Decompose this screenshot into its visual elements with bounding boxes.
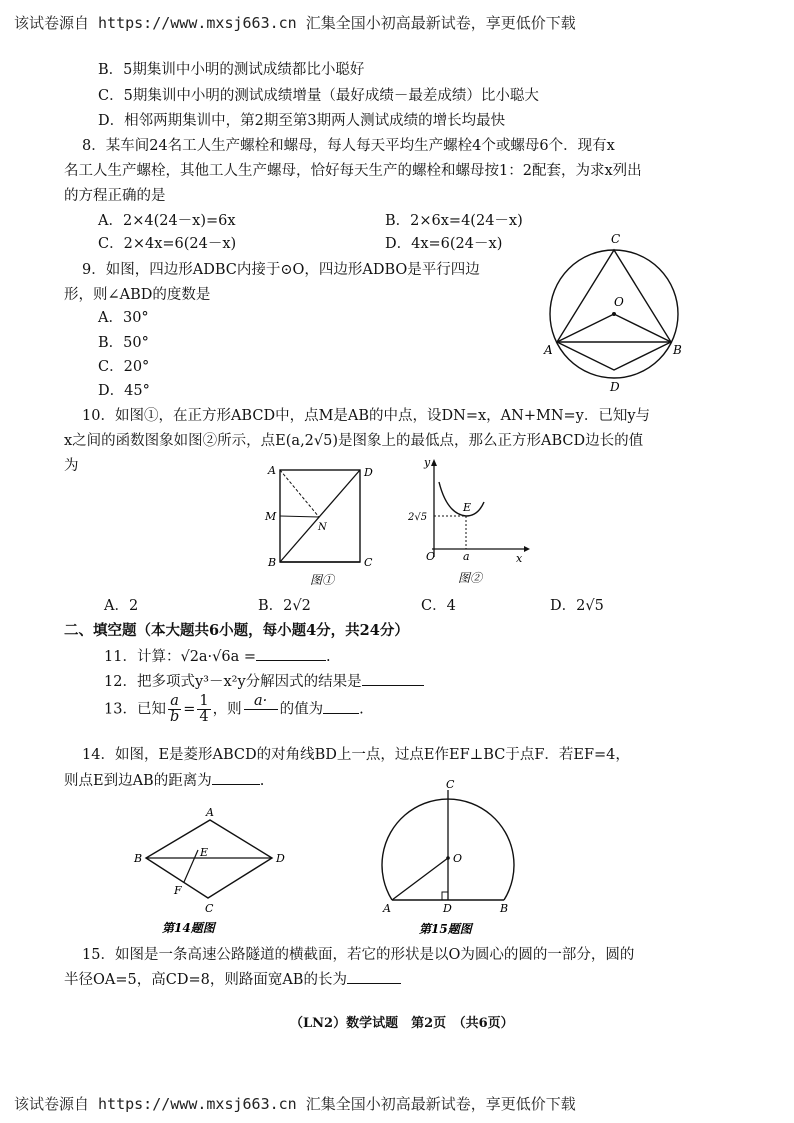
q14-stem-line2-text: 则点E到边AB的距离为 xyxy=(64,773,212,789)
q13 xyxy=(104,694,364,725)
q10-curve xyxy=(439,482,484,516)
q13-answer-blank[interactable] xyxy=(323,699,359,714)
q7-option-d: D．相邻两期集训中，第2期至第3期两人测试成绩的增长均最快 xyxy=(98,113,506,129)
q14-label-b: B xyxy=(134,852,143,865)
q9-label-c: C xyxy=(611,232,621,246)
q8-option-b: B．2×6x=4(24－x) xyxy=(385,213,523,229)
q9-radii-oa-ob xyxy=(557,314,671,342)
q10-stem-line1: 10．如图①，在正方形ABCD中，点M是AB的中点，设DN=x，AN+MN=y．已知y与 xyxy=(82,408,651,424)
q14-label-e: E xyxy=(200,846,209,859)
q10-option-a: A．2 xyxy=(104,598,139,614)
q10-stem-line3: 为 xyxy=(64,458,79,474)
q15-radius-oa xyxy=(392,858,448,900)
q9-center-point xyxy=(612,312,616,316)
q10-stem-line2: x之间的函数图象如图②所示，点E(a,2√5)是图象上的最低点，那么正方形ABCD边长的值 xyxy=(64,433,644,449)
q14-label-f: F xyxy=(174,884,182,897)
q15-caption: 第15题图 xyxy=(419,922,472,936)
q13-fraction-a-over-b xyxy=(168,694,181,725)
q8-option-a: A．2×4(24－x)=6x xyxy=(98,213,236,229)
q9-label-b: B xyxy=(673,343,682,357)
q10-y-axis-arrow xyxy=(431,459,437,466)
q14-hidden-frame xyxy=(146,820,272,898)
q10-fig1-caption: 图① xyxy=(310,573,335,587)
q11-period: . xyxy=(326,649,331,665)
q10-fig1-label-a: A xyxy=(268,464,276,477)
q15-center-point xyxy=(446,856,450,860)
q14-figure xyxy=(128,802,298,944)
q8-option-d: D．4x=6(24－x) xyxy=(385,236,503,252)
q10-fig1-label-d: D xyxy=(364,466,373,479)
q14-label-a: A xyxy=(206,806,214,819)
q10-x-axis-arrow xyxy=(524,546,530,552)
q14-answer-blank[interactable] xyxy=(212,770,260,785)
q14-rhombus xyxy=(146,820,272,898)
q9-option-a: A．30° xyxy=(98,310,149,326)
q10-fig2-label-x: x xyxy=(516,552,523,565)
q14-period: . xyxy=(259,773,265,789)
q9-stem-line2: 形，则∠ABD的度数是 xyxy=(64,287,211,303)
q10-fig2-label-o: O xyxy=(426,550,436,563)
q11 xyxy=(104,646,331,667)
q10-option-d: D．2√5 xyxy=(550,598,604,614)
q10-fig2-label-y: y xyxy=(424,456,431,469)
q15-stem-line2-text: 半径OA=5，高CD=8，则路面宽AB的长为 xyxy=(64,972,347,988)
q10-segment-mn xyxy=(280,516,319,517)
q10-option-b: B．2√2 xyxy=(258,598,311,614)
q15-answer-blank[interactable] xyxy=(347,969,401,984)
q12 xyxy=(104,671,424,692)
q13-frac2-num: 1 xyxy=(199,693,209,709)
q9-option-b: B．50° xyxy=(98,335,149,351)
q10-fig1-label-b: B xyxy=(268,556,277,569)
q15-label-a: A xyxy=(383,902,391,915)
q8-stem-line1: 8．某车间24名工人生产螺栓和螺母，每人每天平均生产螺栓4个或螺母6个．现有x xyxy=(82,138,615,154)
q14-caption: 第14题图 xyxy=(162,921,215,935)
q13-frac3-num: a· xyxy=(244,694,278,710)
q12-answer-blank[interactable] xyxy=(362,671,424,686)
q7-option-c: C．5期集训中小明的测试成绩增量（最好成绩－最差成绩）比小聪大 xyxy=(98,88,539,104)
q10-option-c: C．4 xyxy=(421,598,456,614)
q15-figure xyxy=(372,778,532,944)
q9-label-o: O xyxy=(614,295,624,309)
q13-frac1-den: b xyxy=(169,709,180,725)
q10-figure-2 xyxy=(402,452,532,592)
q13-fraction-one-quarter xyxy=(197,694,210,725)
q14-segment-ef xyxy=(184,850,198,882)
q8-option-c: C．2×4x=6(24－x) xyxy=(98,236,237,252)
q14-label-c: C xyxy=(205,902,214,915)
q10-fig2-label-value: 2√5 xyxy=(408,512,428,523)
q9-label-a: A xyxy=(544,343,553,357)
q15-right-angle-mark xyxy=(442,892,448,900)
q14-label-d: D xyxy=(276,852,285,865)
q13-fraction-target xyxy=(244,694,278,725)
q12-stem: 12．把多项式y³－x²y分解因式的结果是 xyxy=(104,674,362,690)
q14-stem-line2 xyxy=(64,770,264,791)
q9-stem-line1: 9．如图，四边形ADBC内接于⊙O，四边形ADBO是平行四边 xyxy=(82,262,480,278)
header-banner: 该试卷源自 https://www.mxsj663.cn 汇集全国小初高最新试卷，享更低价下载 xyxy=(14,14,576,32)
q10-fig2-label-a: a xyxy=(463,550,470,563)
q13-period: . xyxy=(359,701,364,718)
footer-banner: 该试卷源自 https://www.mxsj663.cn 汇集全国小初高最新试卷，享更低价下载 xyxy=(14,1095,576,1113)
q13-frac2-den: 4 xyxy=(199,709,209,725)
q13-mid: ，则 xyxy=(212,701,242,718)
q10-fig2-label-e: E xyxy=(463,501,472,514)
q11-stem: 11．计算：√2a·√6a = xyxy=(104,649,257,665)
q9-figure xyxy=(540,228,700,398)
q10-fig1-label-n: N xyxy=(318,522,327,533)
q15-label-o: O xyxy=(453,852,463,865)
q14-stem-line1: 14．如图，E是菱形ABCD的对角线BD上一点，过点E作EF⊥BC于点F．若EF=4， xyxy=(82,747,630,763)
page-footer: （LN2）数学试题 第2页 （共6页） xyxy=(290,1016,514,1031)
q11-answer-blank[interactable] xyxy=(256,646,326,661)
q13-prefix: 13．已知 xyxy=(104,701,166,718)
q10-figure-1 xyxy=(262,460,387,592)
q13-frac1-num: a xyxy=(168,694,181,710)
q13-suffix: 的值为 xyxy=(279,701,324,718)
q15-stem-line1: 15．如图是一条高速公路隧道的横截面，若它的形状是以O为圆心的圆的一部分，圆的 xyxy=(82,947,635,963)
q8-stem-line2: 名工人生产螺栓，其他工人生产螺母，恰好每天生产的螺栓和螺母按1：2配套，为求x列出 xyxy=(64,163,642,179)
q15-label-d: D xyxy=(443,902,452,915)
q15-stem-line2 xyxy=(64,969,401,990)
q13-equals: = xyxy=(183,701,196,718)
q9-chords-ad-db xyxy=(557,342,671,370)
q10-fig1-label-m: M xyxy=(265,510,277,523)
q10-fig2-caption: 图② xyxy=(458,571,483,585)
q10-fig1-label-c: C xyxy=(364,556,373,569)
q15-label-b: B xyxy=(500,902,509,915)
q7-option-b: B．5期集训中小明的测试成绩都比小聪好 xyxy=(98,62,365,78)
q9-option-c: C．20° xyxy=(98,359,150,375)
q13-frac3-den xyxy=(244,710,278,725)
q10-segment-an xyxy=(280,470,319,517)
q9-option-d: D．45° xyxy=(98,383,150,399)
q15-label-c: C xyxy=(446,778,455,791)
q9-label-d: D xyxy=(610,380,620,394)
section-2-heading: 二、填空题（本大题共6小题，每小题4分，共24分） xyxy=(64,622,409,639)
q8-stem-line3: 的方程正确的是 xyxy=(64,188,166,204)
